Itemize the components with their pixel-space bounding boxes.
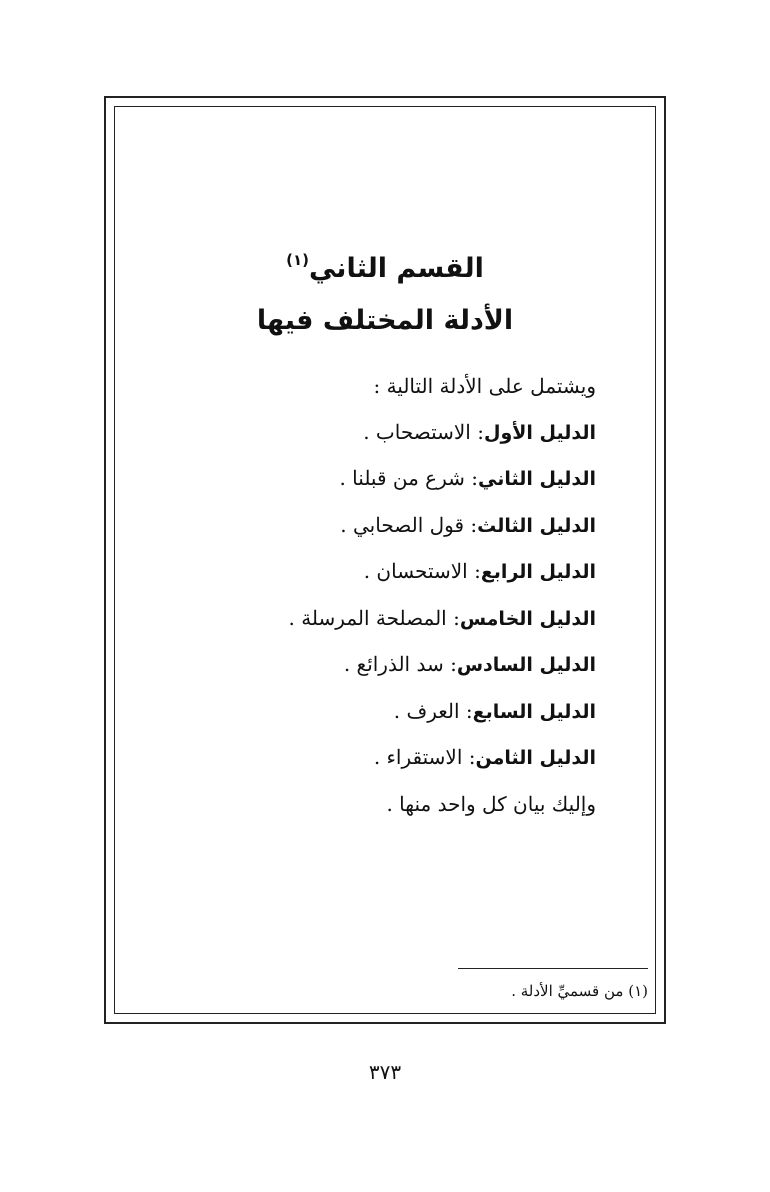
footnote: (١) من قسميِّ الأدلة . bbox=[511, 982, 648, 1000]
item-text: : الاستصحاب . bbox=[363, 419, 484, 444]
page-content bbox=[114, 106, 656, 1014]
footnote-marker: (١) bbox=[286, 251, 309, 269]
list-item bbox=[154, 596, 596, 643]
list-item bbox=[154, 503, 596, 550]
section-subtitle: الأدلة المختلف فيها bbox=[256, 305, 514, 336]
intro-line: ويشتمل على الأدلة التالية : bbox=[373, 374, 596, 398]
footnote-divider bbox=[458, 968, 648, 969]
section-title bbox=[114, 234, 656, 295]
item-label: الدليل الأول bbox=[483, 421, 596, 444]
item-label: الدليل السادس bbox=[456, 654, 596, 676]
item-label: الدليل الثامن bbox=[475, 747, 596, 769]
item-text: : شرع من قبلنا . bbox=[339, 466, 479, 490]
section-title-text: القسم الثاني bbox=[308, 253, 484, 284]
item-text: : المصلحة المرسلة . bbox=[288, 605, 460, 630]
item-label: الدليل الثالث bbox=[477, 514, 596, 537]
item-label: الدليل الرابع bbox=[480, 561, 596, 583]
list-item bbox=[154, 735, 596, 782]
evidence-list bbox=[154, 364, 596, 827]
list-item bbox=[154, 642, 596, 689]
item-label: الدليل السابع bbox=[472, 700, 596, 723]
item-label: الدليل الخامس bbox=[459, 607, 596, 630]
list-item bbox=[154, 549, 596, 596]
item-text: : الاستقراء . bbox=[373, 745, 476, 769]
list-item bbox=[154, 689, 596, 736]
item-text: : سد الذرائع . bbox=[343, 652, 457, 676]
item-text: : العرف . bbox=[393, 698, 473, 723]
list-item bbox=[154, 410, 596, 457]
item-text: : قول الصحابي . bbox=[340, 512, 478, 537]
list-item bbox=[154, 456, 596, 503]
headings bbox=[114, 234, 656, 347]
item-text: : الاستحسان . bbox=[363, 559, 481, 583]
closing-line: وإليك بيان كل واحد منها . bbox=[386, 791, 596, 816]
item-label: الدليل الثاني bbox=[478, 468, 596, 490]
page-number: ٣٧٣ bbox=[368, 1060, 402, 1084]
